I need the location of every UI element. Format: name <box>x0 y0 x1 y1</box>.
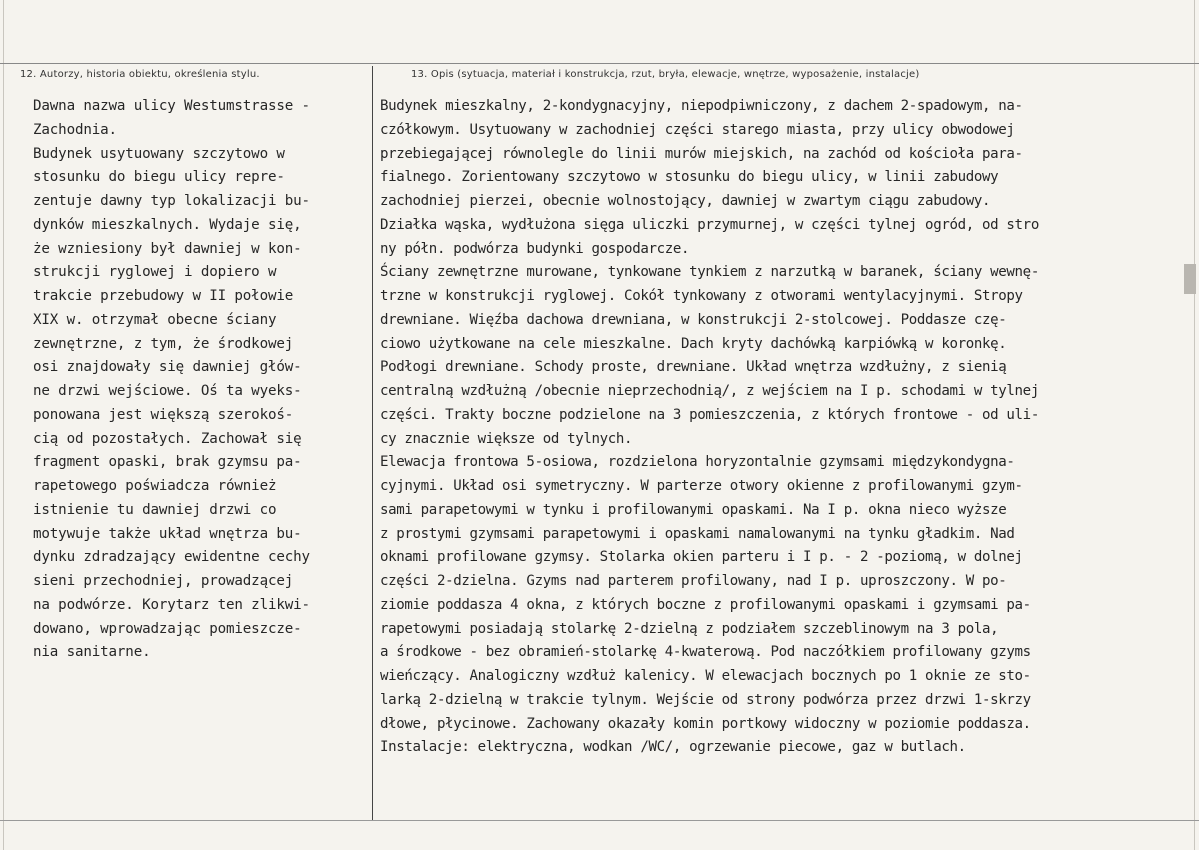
right-column-line: centralną wzdłużną /obecnie nieprzechodnią/, z wejściem na I p. schodami w tylnej <box>380 383 1039 399</box>
right-column-line: cyjnymi. Układ osi symetryczny. W parterze otwory okienne z profilowanymi gzym- <box>380 478 1023 494</box>
section-12-header: 12. Autorzy, historia obiektu, określenia stylu. <box>20 69 260 80</box>
left-column-line: rapetowego poświadcza również <box>33 478 277 494</box>
left-column-line: strukcji ryglowej i dopiero w <box>33 264 277 281</box>
right-column-line: czółkowym. Usytuowany w zachodniej części starego miasta, przy ulicy obwodowej <box>380 121 1015 138</box>
left-column-line: cią od pozostałych. Zachował się <box>33 430 302 447</box>
right-column-line: rapetowymi posiadają stolarkę 2-dzielną z podziałem szczeblinowym na 3 pola, <box>380 620 999 637</box>
right-column-line: Elewacja frontowa 5-osiowa, rozdzielona horyzontalnie gzymsami międzykondygna- <box>380 454 1015 471</box>
right-column-line: drewniane. Więźba dachowa drewniana, w konstrukcji 2-stolcowej. Poddasze czę- <box>380 311 1007 328</box>
authors-history-text <box>33 95 371 665</box>
right-column-line: oknami profilowane gzymsy. Stolarka okien parteru i I p. - 2 -poziomą, w dolnej <box>380 549 1023 566</box>
left-column-line: sieni przechodniej, prowadzącej <box>33 573 294 589</box>
left-column-line: dynku zdradzający ewidentne cechy <box>33 549 310 566</box>
right-column-line: trzne w konstrukcji ryglowej. Cokół tynkowany z otworami wentylacyjnymi. Stropy <box>380 288 1023 304</box>
left-column-line: fragment opaski, brak gzymsu pa- <box>33 454 302 471</box>
section-13-header: 13. Opis (sytuacja, materiał i konstrukcja, rzut, bryła, elewacje, wnętrze, wyposażenie, instalacje) <box>411 69 920 80</box>
right-column-line: Działka wąska, wydłużona sięga uliczki przymurnej, w części tylnej ogród, od stro <box>380 216 1039 233</box>
column-divider <box>372 66 373 820</box>
footer-rule <box>0 820 1199 821</box>
left-column-line: XIX w. otrzymał obecne ściany <box>33 311 277 328</box>
right-column-line: a środkowe - bez obramień-stolarkę 4-kwaterową. Pod naczółkiem profilowany gzyms <box>380 644 1031 661</box>
left-column-line: Budynek usytuowany szczytowo w <box>33 145 285 162</box>
left-column-line: osi znajdowały się dawniej głów- <box>33 359 302 376</box>
right-column-line: Budynek mieszkalny, 2-kondygnacyjny, niepodpiwniczony, z dachem 2-spadowym, na- <box>380 98 1023 114</box>
left-column-line: Zachodnia. <box>33 121 117 138</box>
right-column-line: Instalacje: elektryczna, wodkan /WC/, ogrzewanie piecowe, gaz w butlach. <box>380 739 966 756</box>
description-text <box>380 95 1195 760</box>
right-column-line: sami parapetowymi w tynku i profilowanymi opaskami. Na I p. okna nieco wyższe <box>380 501 1007 518</box>
right-column-line: dłowe, płycinowe. Zachowany okazały komin portkowy widoczny w poziomie poddasza. <box>380 715 1031 732</box>
right-column-line: wieńczący. Analogiczny wzdłuż kalenicy. W elewacjach bocznych po 1 oknie ze sto- <box>380 668 1031 684</box>
left-column-line: ponowana jest większą szerokoś- <box>33 406 294 423</box>
right-column-line: części. Trakty boczne podzielone na 3 pomieszczenia, z których frontowe - od uli- <box>380 406 1039 423</box>
right-column-line: Podłogi drewniane. Schody proste, drewniane. Układ wnętrza wzdłużny, z sienią <box>380 359 1007 376</box>
left-column-line: zentuje dawny typ lokalizacji bu- <box>33 193 310 209</box>
right-column-line: ny półn. podwórza budynki gospodarcze. <box>380 240 690 257</box>
right-column-line: Ściany zewnętrzne murowane, tynkowane tynkiem z narzutką w baranek, ściany wewnę- <box>380 264 1039 281</box>
left-column-line: trakcie przebudowy w II połowie <box>33 288 294 304</box>
left-column-line: istnienie tu dawniej drzwi co <box>33 501 277 518</box>
right-column-line: z prostymi gzymsami parapetowymi i opaskami namalowanymi na tynku gładkim. Nad <box>380 525 1015 542</box>
right-column-line: zachodniej pierzei, obecnie wolnostojący, dawniej w zwartym ciągu zabudowy. <box>380 193 991 209</box>
right-column-line: fialnego. Zorientowany szczytowo w stosunku do biegu ulicy, w linii zabudowy <box>380 169 999 186</box>
right-column-line: części 2-dzielna. Gzyms nad parterem profilowany, nad I p. uproszczony. W po- <box>380 573 1007 589</box>
left-column-line: zewnętrzne, z tym, że środkowej <box>33 335 294 352</box>
left-column-line: na podwórze. Korytarz ten zlikwi- <box>33 596 310 613</box>
left-column-line: ne drzwi wejściowe. Oś ta wyeks- <box>33 383 302 399</box>
page-left-edge <box>3 0 4 850</box>
header-rule <box>0 63 1199 64</box>
left-column-line: dynków mieszkalnych. Wydaje się, <box>33 216 302 233</box>
left-column-line: stosunku do biegu ulicy repre- <box>33 169 285 186</box>
left-column-line: nia sanitarne. <box>33 644 151 661</box>
right-column-line: ziomie poddasza 4 okna, z których boczne z profilowanymi opaskami i gzymsami pa- <box>380 596 1031 613</box>
left-column-line: dowano, wprowadzając pomieszcze- <box>33 620 302 637</box>
right-column-line: przebiegającej równolegle do linii murów miejskich, na zachód od kościoła para- <box>380 145 1023 162</box>
left-column-line: że wzniesiony był dawniej w kon- <box>33 240 302 257</box>
right-column-line: cy znacznie większe od tylnych. <box>380 430 633 447</box>
right-column-line: larką 2-dzielną w trakcie tylnym. Wejście od strony podwórza przez drzwi 1-skrzy <box>380 691 1031 708</box>
left-column-line: Dawna nazwa ulicy Westumstrasse - <box>33 98 310 114</box>
left-column-line: motywuje także układ wnętrza bu- <box>33 525 302 542</box>
right-column-line: ciowo użytkowane na cele mieszkalne. Dach kryty dachówką karpiówką w koronkę. <box>380 335 1007 352</box>
